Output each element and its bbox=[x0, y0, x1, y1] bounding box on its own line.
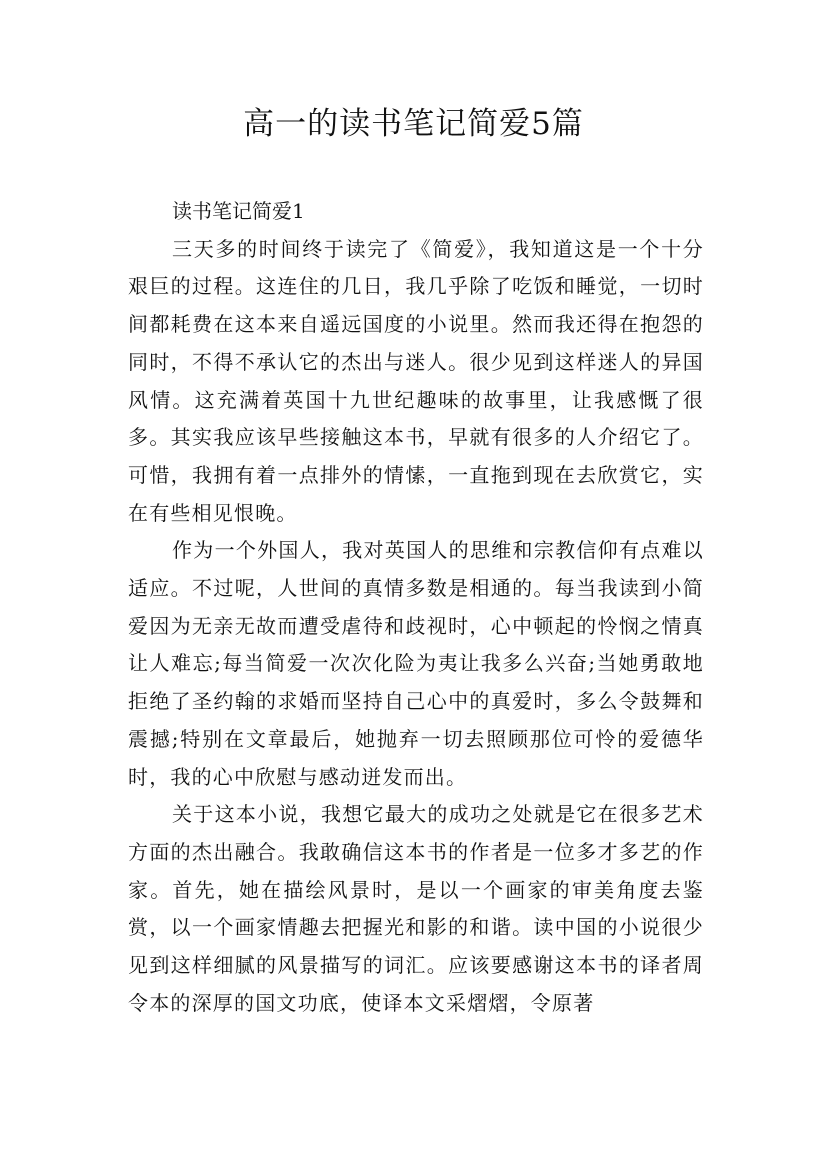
document-title: 高一的读书笔记简爱5篇 bbox=[243, 106, 584, 142]
document-body bbox=[128, 193, 704, 1022]
section-heading: 读书笔记简爱1 bbox=[172, 199, 305, 223]
paragraph-1: 三天多的时间终于读完了《简爱》，我知道这是一个十分艰巨的过程。这连住的几日，我几乎除了吃饭和睡觉，一切时间都耗费在这本来自遥远国度的小说里。然而我还得在抱怨的同时，不得不承认它的杰出与迷人。很少见到这样迷人的异国风情。这充满着英国十九世纪趣味的故事里，让我感慨了很多。其实我应该早些接触这本书，早就有很多的人介绍它了。可惜，我拥有着一点排外的情愫，一直拖到现在去欣赏它，实在有些相见恨晚。 bbox=[128, 236, 704, 525]
paragraph-3: 关于这本小说，我想它最大的成功之处就是它在很多艺术方面的杰出融合。我敢确信这本书的作者是一位多才多艺的作家。首先，她在描绘风景时，是以一个画家的审美角度去鉴赏，以一个画家情趣去把握光和影的和谐。读中国的小说很少见到这样细腻的风景描写的词汇。应该要感谢这本书的译者周令本的深厚的国文功底，使译本文采熠熠，令原著 bbox=[128, 802, 704, 1015]
paragraph-2: 作为一个外国人，我对英国人的思维和宗教信仰有点难以适应。不过呢，人世间的真情多数是相通的。每当我读到小简爱因为无亲无故而遭受虐待和歧视时，心中顿起的怜悯之情真让人难忘;每当简爱一次次化险为夷让我多么兴奋;当她勇敢地拒绝了圣约翰的求婚而坚持自己心中的真爱时，多么令鼓舞和震撼;特别在文章最后，她抛弃一切去照顾那位可怜的爱德华时，我的心中欣慰与感动迸发而出。 bbox=[128, 538, 704, 789]
